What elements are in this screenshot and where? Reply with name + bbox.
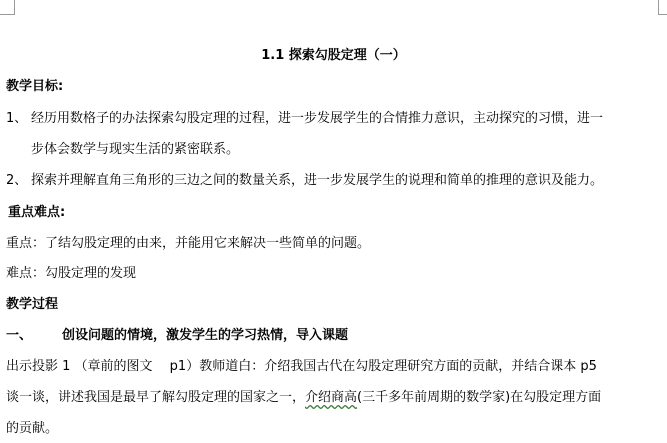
paragraph-line-3: 的贡献。 [6, 421, 59, 436]
spellcheck-marked-text: 介绍商高 [305, 390, 358, 405]
section-1-title: 创设问题的情境，激发学生的学习热情，导入课题 [62, 328, 349, 343]
paragraph-line-2-start: 谈一谈，讲述我国是最早了解勾股定理的国家之一， [6, 390, 306, 405]
section-1-number: 一、 [6, 328, 33, 343]
paragraph-line-2 [6, 389, 601, 407]
document-title: 1.1 探索勾股定理（一） [261, 48, 406, 63]
paragraph-line-1: 出示投影 1 （章前的图文 p1）教师道白：介绍我国古代在勾股定理研究方面的贡献，并结合课本 p5 [6, 359, 597, 374]
objective-2-text-line-1: 探索并理解直角三角形的三边之间的数量关系，进一步发展学生的说理和简单的推理的意识及能力。 [31, 173, 604, 188]
objective-1-text-line-1: 经历用数格子的办法探索勾股定理的过程，进一步发展学生的合情推力意识，主动探究的习惯，进一 [31, 111, 604, 126]
difficulty-text: 难点：勾股定理的发现 [6, 266, 137, 281]
objective-2-number: 2、 [6, 173, 28, 188]
process-heading: 教学过程 [6, 297, 59, 312]
objective-1-number: 1、 [6, 111, 28, 126]
objectives-heading: 教学目标: [6, 79, 64, 94]
paragraph-line-2-end: (三千多年前周期的数学家)在勾股定理方面 [357, 390, 602, 405]
key-points-heading: 重点难点: [8, 205, 66, 220]
page-corner-mark-left [0, 0, 15, 15]
objective-1-text-line-2: 步体会数学与现实生活的紧密联系。 [31, 142, 240, 157]
page-corner-mark-right [658, 0, 667, 15]
key-point-text: 重点：了结勾股定理的由来，并能用它来解决一些简单的问题。 [6, 236, 371, 251]
